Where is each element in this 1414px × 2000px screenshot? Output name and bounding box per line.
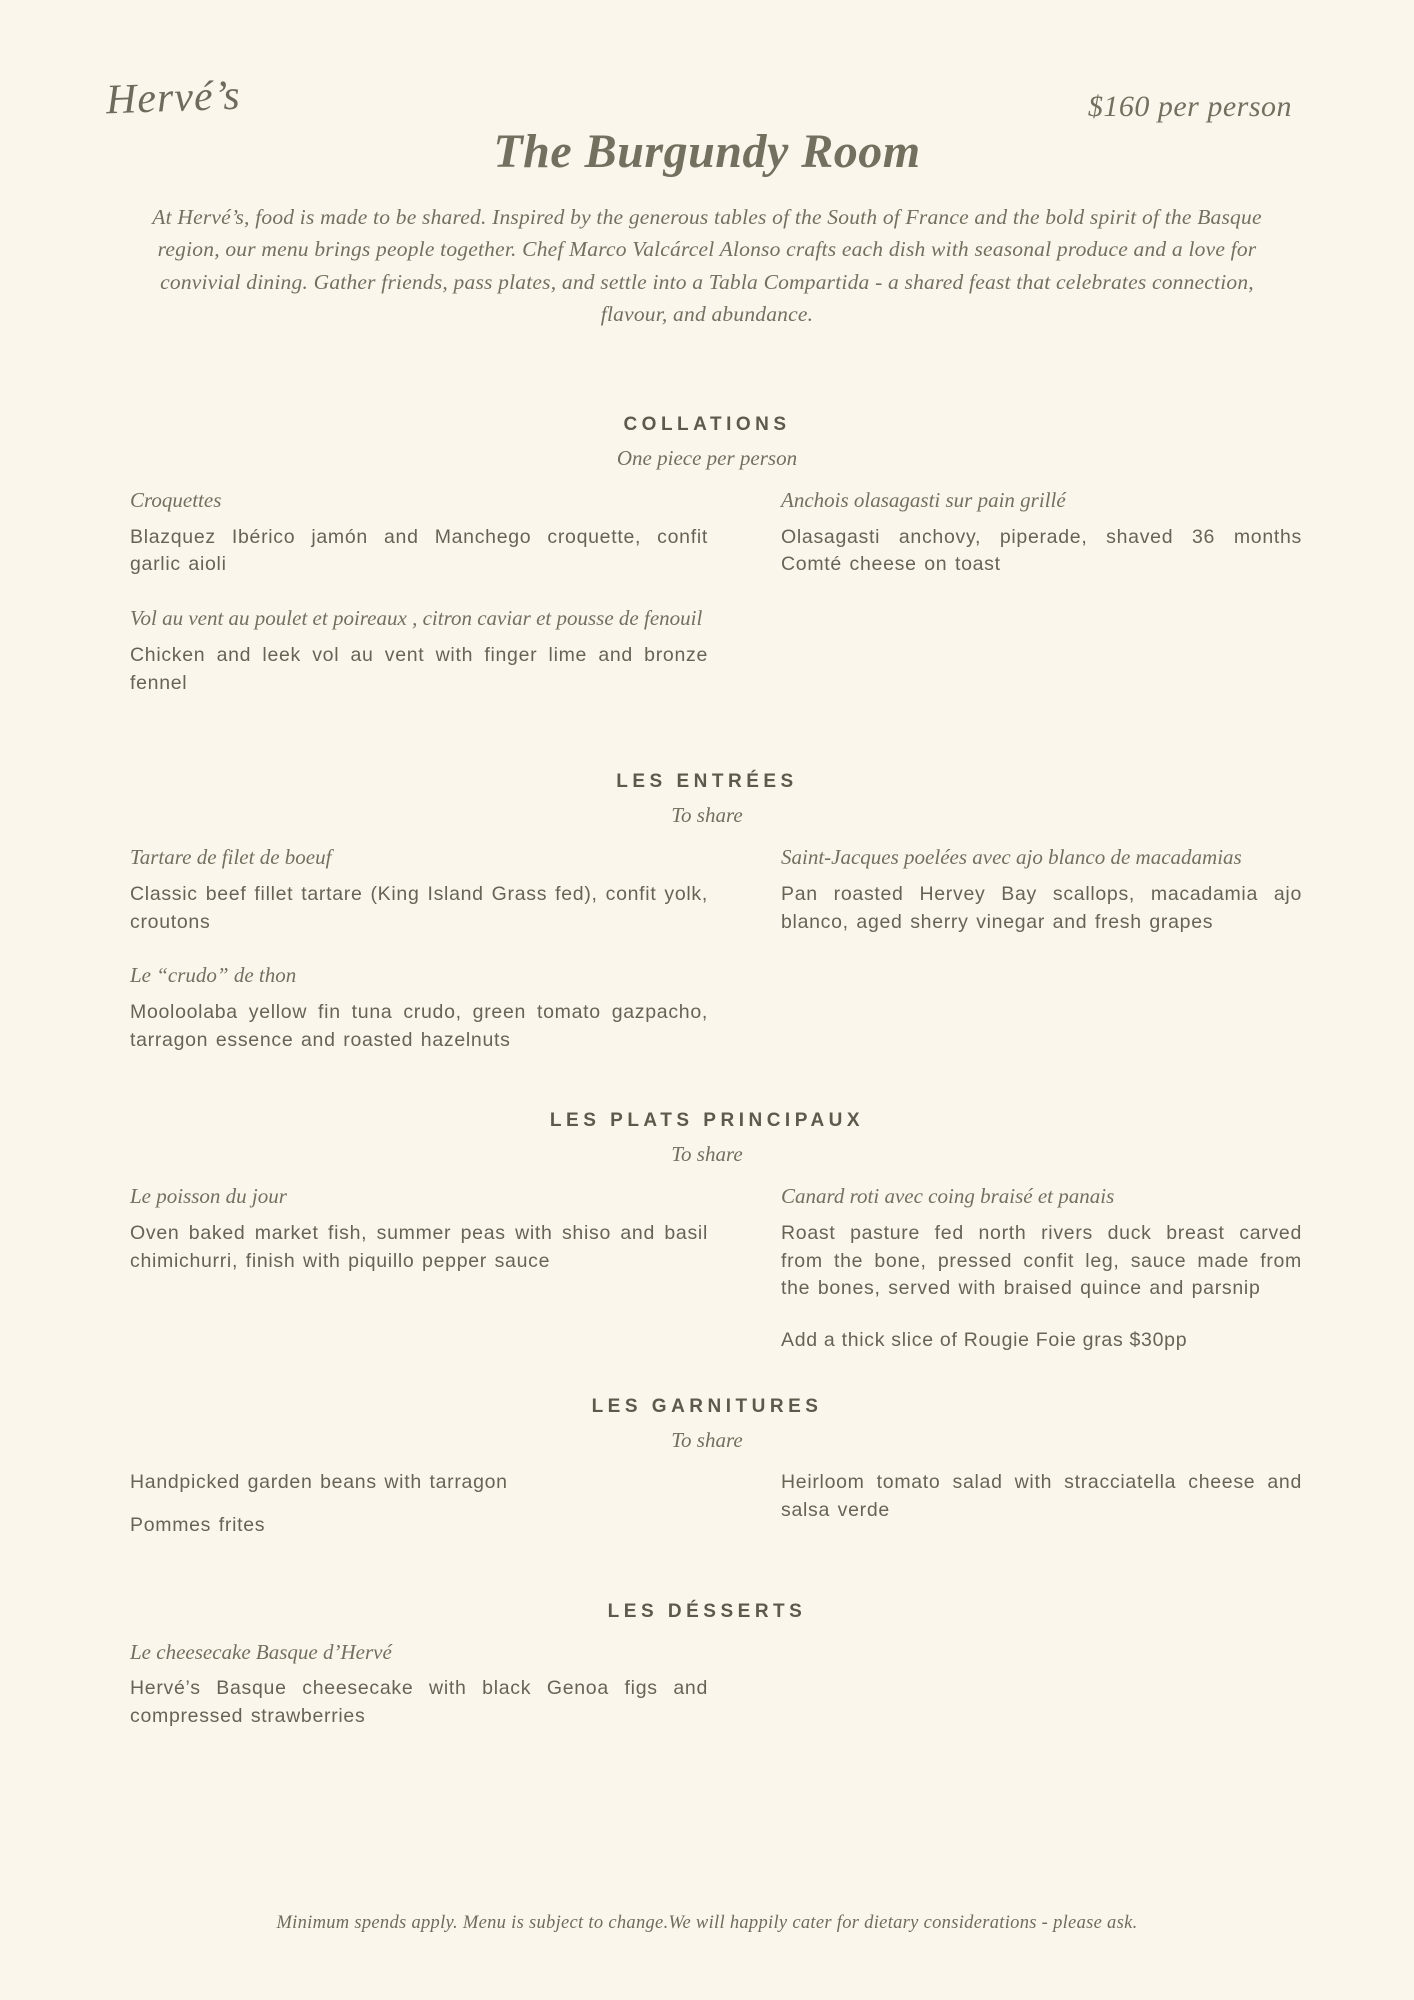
menu-item [130,1512,708,1540]
section-collations [0,414,1414,697]
price-per-person: $160 per person [1087,90,1292,123]
item-desc: Classic beef fillet tartare (King Island Grass fed), confit yolk, croutons [130,882,708,933]
item-desc: Handpicked garden beans with tarragon [130,1471,508,1494]
section-title: LES DÉSSERTS [607,1600,807,1622]
item-title-fr: Tartare de filet de boeuf [130,845,332,870]
menu-item [781,1469,1302,1524]
menu-header [0,0,1414,124]
item-supplement: Add a thick slice of Rougie Foie gras $30pp [781,1329,1188,1352]
section-columns [0,1469,1414,1554]
footer-note: Minimum spends apply. Menu is subject to change.We will happily cater for dietary considerations - please ask. [276,1913,1138,1933]
section-title: COLLATIONS [623,414,791,435]
intro-paragraph: At Hervé’s, food is made to be shared. Inspired by the generous tables of the South of France and the bold spirit of the Basque region, our menu brings people together. Chef Marco Valcárcel Alonso crafts each dish with seasonal produce and a love for convivial dining. Gather friends, pass plates, and settle into a Tabla Compartida - a shared feast that celebrates connection, flavour, and abundance. [152,205,1262,326]
section-title: LES GARNITURES [591,1396,823,1418]
item-title-fr: Le cheesecake Basque d’Hervé [130,1639,392,1664]
left-column [130,1639,708,1731]
right-column [781,844,1302,936]
section-columns [0,1183,1414,1352]
section-garnitures [0,1396,1414,1554]
item-title-fr: Le “crudo” de thon [130,963,297,988]
menu-item [130,1639,708,1731]
item-desc: Roast pasture fed north rivers duck breast carved from the bone, pressed confit leg, sauce made from the bones, served with braised quince and parsnip [781,1222,1302,1300]
menu-item [781,487,1302,579]
menu-item [781,1183,1302,1352]
item-desc: Heirloom tomato salad with stracciatella cheese and salsa verde [781,1471,1302,1521]
herves-logo: Hervé’s [105,72,242,124]
item-title-fr: Canard roti avec coing braisé et panais [781,1184,1115,1209]
right-column [781,1469,1302,1539]
menu-item [130,487,708,579]
left-column [130,487,708,697]
item-title-fr: Vol au vent au poulet et poireaux , citron caviar et pousse de fenouil [130,606,703,631]
page-title: The Burgundy Room [493,125,921,178]
item-title-fr: Croquettes [130,488,222,512]
left-column [130,1469,708,1554]
section-columns [0,844,1414,1054]
item-desc: Pan roasted Hervey Bay scallops, macadamia ajo blanco, aged sherry vinegar and fresh grapes [781,882,1302,933]
section-columns [0,1639,1414,1731]
item-desc: Oven baked market fish, summer peas with shiso and basil chimichurri, finish with piquillo pepper sauce [130,1222,708,1272]
section-title: LES PLATS PRINCIPAUX [549,1110,865,1132]
item-desc: Mooloolaba yellow fin tuna crudo, green tomato gazpacho, tarragon essence and roasted hazelnuts [130,1001,708,1051]
right-column [781,487,1302,579]
item-desc: Olasagasti anchovy, piperade, shaved 36 months Comté cheese on toast [781,525,1302,576]
item-desc: Pommes frites [130,1513,266,1536]
section-subtitle: To share [671,1428,743,1453]
section-subtitle: To share [671,803,743,828]
item-title-fr: Le poisson du jour [130,1184,287,1209]
item-title-fr: Anchois olasagasti sur pain grillé [781,488,1066,512]
item-desc: Blazquez Ibérico jamón and Manchego croquette, confit garlic aioli [130,525,708,576]
menu-item [130,844,708,936]
section-title: LES ENTRÉES [616,771,798,793]
section-desserts [0,1601,1414,1731]
menu-item [130,1183,708,1275]
section-plats-principaux [0,1110,1414,1352]
left-column [130,1183,708,1275]
section-columns [0,487,1414,697]
menu-item [781,844,1302,936]
section-subtitle: One piece per person [616,446,798,470]
item-title-fr: Saint-Jacques poelées avec ajo blanco de macadamias [781,845,1242,870]
item-desc: Chicken and leek vol au vent with finger lime and bronze fennel [130,643,708,694]
menu-item [130,962,708,1054]
section-entrees [0,771,1414,1054]
item-desc: Hervé’s Basque cheesecake with black Genoa figs and compressed strawberries [130,1677,708,1727]
section-subtitle: To share [671,1142,743,1167]
menu-item [130,1469,708,1497]
left-column [130,844,708,1054]
right-column [781,1183,1302,1352]
menu-item [130,605,708,697]
